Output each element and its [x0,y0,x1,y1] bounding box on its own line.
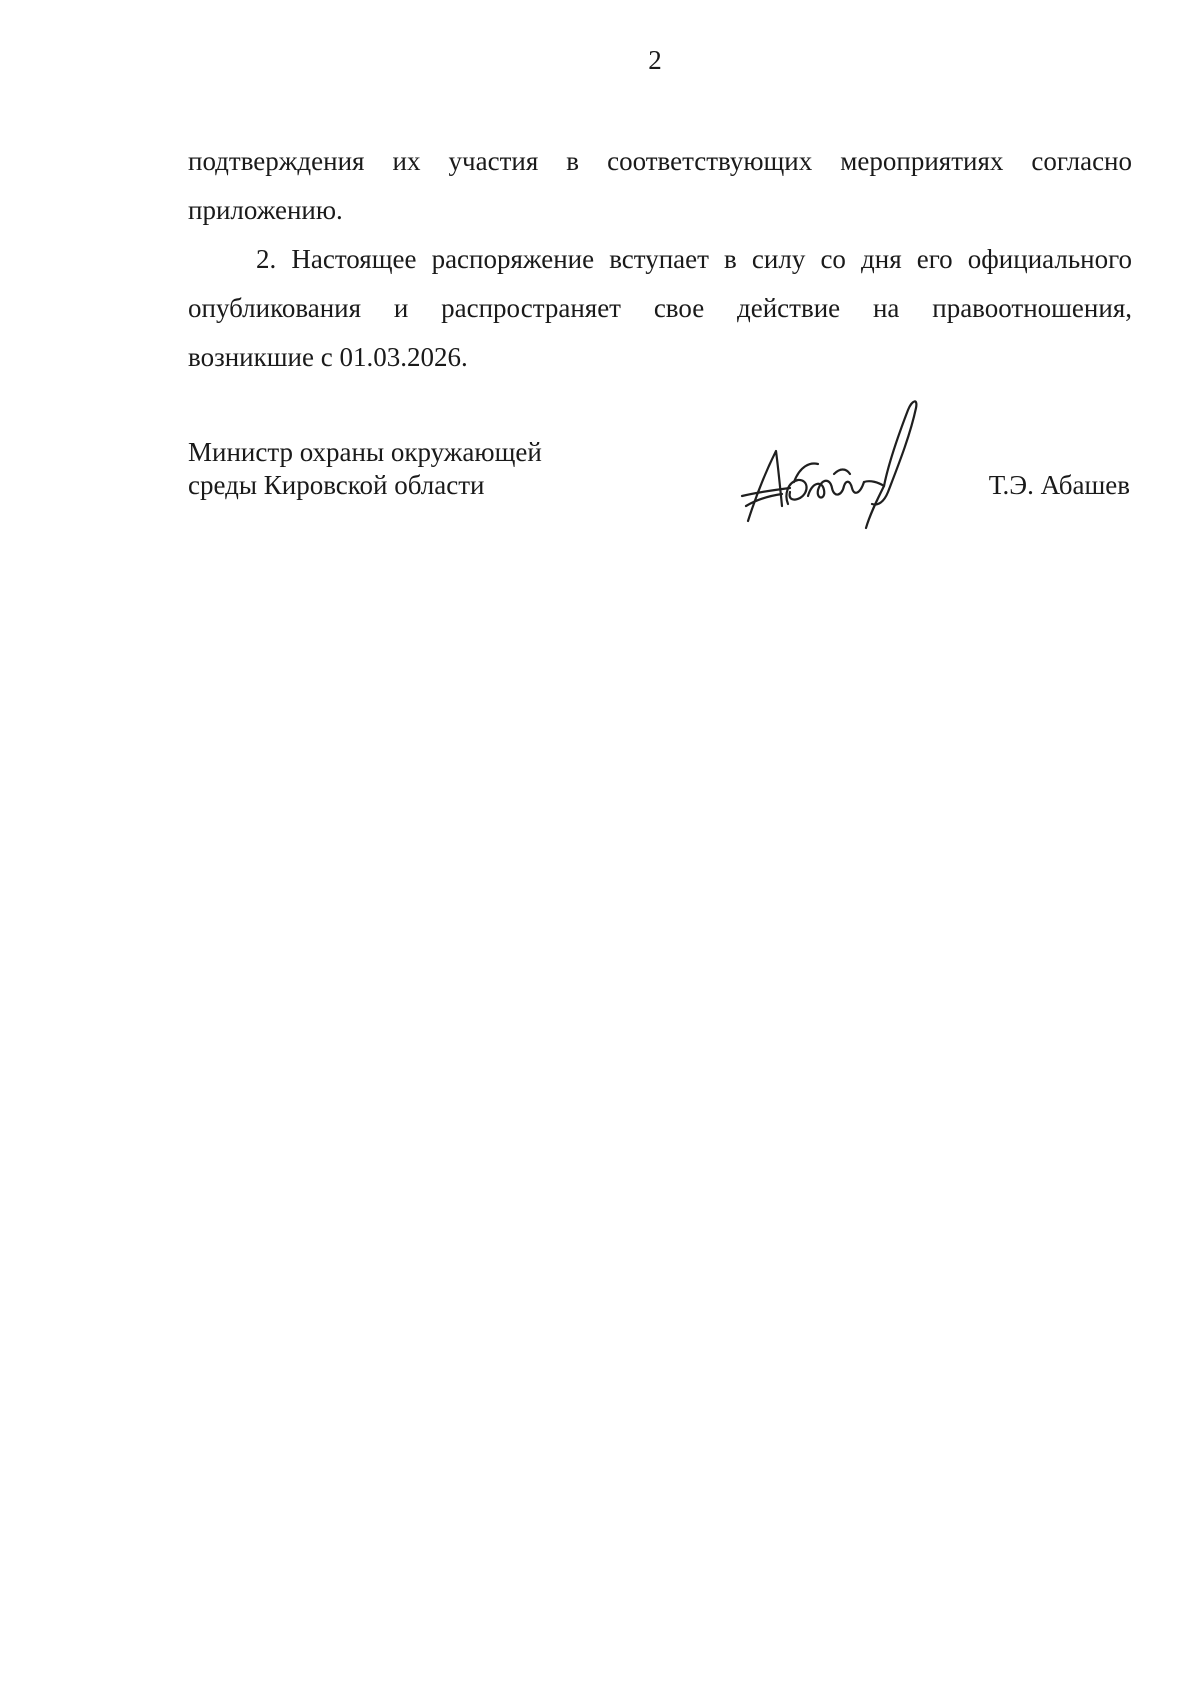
signer-position-line-1: Министр охраны окружающей [188,437,542,467]
paragraph-1-line-2: приложению. [188,195,343,225]
signer-name: Т.Э. Абашев [988,470,1130,500]
paragraph-2-line-3: возникшие с 01.03.2026. [188,342,468,372]
signer-position [188,436,542,502]
paragraph-2-line-2: опубликования и распространяет свое действие на правоотношения, [188,293,1132,323]
paragraph-1-line-1: подтверждения их участия в соответствующих мероприятиях согласно [188,146,1132,176]
signer-position-line-2: среды Кировской области [188,470,485,500]
page-number: 2 [648,45,662,75]
paragraph-2-line-1: 2. Настоящее распоряжение вступает в силу со дня его официального [256,244,1132,274]
handwritten-signature [738,396,938,531]
document-body [188,137,1132,382]
signature-block [188,436,1132,536]
